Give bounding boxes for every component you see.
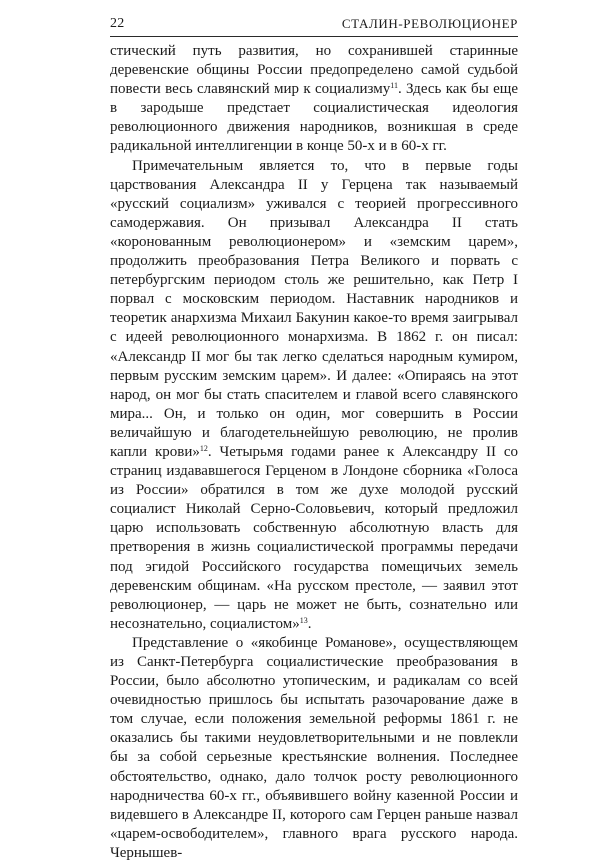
page-header bbox=[110, 14, 518, 37]
paragraph-text: . bbox=[307, 615, 312, 632]
paragraph-text: . Здесь как бы еще в зародыше предстает социалистическая идеология революционного движения народников, возникшая в среде радикальной интеллигенции в конце 50-х и в 60-х гг. bbox=[110, 81, 518, 155]
running-title: СТАЛИН-РЕВОЛЮЦИОНЕР bbox=[341, 16, 518, 31]
paragraph-text: Примечательным является то, что в первые годы царствования Александра II у Герцена так называемый «русский социализм» уживался с теорией прогрессивного самодержавия. Он призывал Александра II стать «коронованным революционером» и «земским царем», продолжить преобразования Петра Великого и порвать с петербургским периодом столь же решительно, как Петр I порвал с московским периодом. Наставник народников и теоретик анархизма Михаил Бакунин какое-то время заигрывал с идеей революционного монархизма. В 1862 г. он писал: «Александр II мог бы так легко сделаться народным кумиром, первым русским земским царем». И далее: «Опираясь на этот народ, он мог бы стать спасителем и главой всего славянского мира... Он, и только он один, мог совершить в России величайшую и благодетельнейшую революцию, не пролив капли крови» bbox=[110, 157, 518, 460]
paragraph-text: стический путь развития, но сохранившей старинные деревенские общины России предопределено самой судьбой повести весь славянский мир к социализму bbox=[110, 43, 518, 98]
footnote-ref-11: 11 bbox=[390, 81, 398, 91]
paragraph-1 bbox=[110, 42, 518, 157]
paragraph-text: . Четырьмя годами ранее к Александру II со страниц издававшегося Герценом в Лондоне сборника «Голоса из России» обратился в том же духе молодой русский социалист Николай Серно-Соловьевич, который предложил царю использовать собственную абсолютную власть для претворения в жизнь социалистической программы передачи под эгидой Российского государства помещичьих земель деревенским общинам. «На русском престоле, — заявил этот революционер, — царь не может не быть, сознательно или несознательно, социалистом» bbox=[110, 443, 518, 632]
paragraph-2 bbox=[110, 157, 518, 634]
paragraph-3 bbox=[110, 634, 518, 863]
body-text bbox=[110, 42, 518, 863]
paragraph-text: Представление о «якобинце Романове», осуществляющем из Санкт-Петербурга социалистические преобразования в России, было абсолютно утопическим, и радикалам со всей очевидностью пришлось бы испытать разочарование даже в том случае, если положения земельной реформы 1861 г. не оказались бы такими неудовлетворительными и не повлекли бы за собой серьезные крестьянские волнения. Последнее обстоятельство, однако, дало толчок росту революционного народничества 60-х гг., объявившего войну казенной России и видевшего в Александре II, которого сам Герцен раньше назвал «царем-освободителем», главного врага русского народа. Чернышев- bbox=[110, 634, 518, 861]
page-number: 22 bbox=[110, 16, 125, 31]
footnote-ref-12: 12 bbox=[199, 443, 208, 453]
footnote-ref-13: 13 bbox=[299, 615, 308, 625]
